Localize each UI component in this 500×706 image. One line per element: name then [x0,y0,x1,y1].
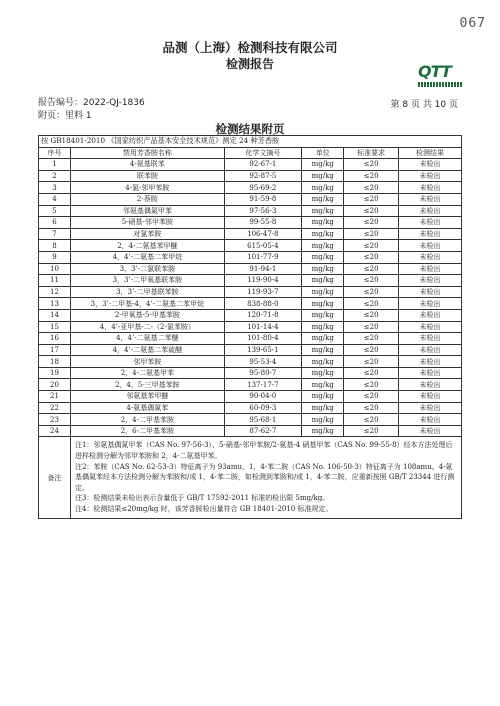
standard-requirement: ≤20 [344,391,399,403]
test-result: 未检出 [399,193,462,205]
section-title: 检测结果附页 [215,122,285,136]
results-table [38,135,462,519]
unit: mg/kg [302,205,344,217]
unit: mg/kg [302,344,344,356]
cas-number: 95-53-4 [224,356,301,368]
amine-name: 3，3’-二甲基联苯胺 [70,286,224,298]
table-row [39,251,462,263]
table-row [39,414,462,426]
row-no: 2 [39,170,71,182]
test-result: 未检出 [399,344,462,356]
amine-name: 3，3’-二氯联苯胺 [70,263,224,275]
amine-name: 4，4’-二氨基二苯甲烷 [70,251,224,263]
test-result: 未检出 [399,414,462,426]
amine-name: 3，3’-二甲氧基联苯胺 [70,275,224,287]
table-row [39,263,462,275]
page-info: 第 8 页 共 10 页 [390,100,458,110]
row-no: 9 [39,251,71,263]
amine-name: 2，4-二氨基苯甲醚 [70,240,224,252]
unit: mg/kg [302,298,344,310]
test-result: 未检出 [399,425,462,437]
row-no: 24 [39,425,71,437]
table-row [39,356,462,368]
unit: mg/kg [302,356,344,368]
cas-number: 838-88-0 [224,298,301,310]
cas-number: 97-56-3 [224,205,301,217]
amine-name: 4-氨基偶氮苯 [70,402,224,414]
unit: mg/kg [302,425,344,437]
header-row [39,147,462,159]
test-result: 未检出 [399,205,462,217]
cas-number: 87-62-7 [224,425,301,437]
header-result: 检测结果 [399,147,462,159]
table-row [39,367,462,379]
amine-name: 5-硝基-邻甲苯胺 [70,217,224,229]
unit: mg/kg [302,251,344,263]
unit: mg/kg [302,333,344,345]
standard-requirement: ≤20 [344,228,399,240]
standard-requirement: ≤20 [344,333,399,345]
amine-name: 2-萘胺 [70,193,224,205]
logo-barcode-decoration [418,82,462,87]
row-no: 10 [39,263,71,275]
standard-requirement: ≤20 [344,367,399,379]
test-result: 未检出 [399,309,462,321]
row-no: 1 [39,159,71,171]
cas-number: 91-59-8 [224,193,301,205]
cas-number: 119-90-4 [224,275,301,287]
cas-number: 120-71-8 [224,309,301,321]
cas-number: 95-68-1 [224,414,301,426]
cas-number: 139-65-1 [224,344,301,356]
unit: mg/kg [302,309,344,321]
unit: mg/kg [302,193,344,205]
test-result: 未检出 [399,228,462,240]
amine-name: 邻氨基苯甲醚 [70,391,224,403]
table-row [39,333,462,345]
standard-requirement: ≤20 [344,275,399,287]
cas-number: 137-17-7 [224,379,301,391]
row-no: 16 [39,333,71,345]
table-row [39,321,462,333]
cas-number: 91-94-1 [224,263,301,275]
table-row [39,159,462,171]
notes-label: 备注 [39,437,71,518]
logo-text: QTT [418,62,451,81]
unit: mg/kg [302,391,344,403]
standard-requirement: ≤20 [344,240,399,252]
table-row [39,170,462,182]
unit: mg/kg [302,240,344,252]
row-no: 12 [39,286,71,298]
standard-requirement: ≤20 [344,298,399,310]
header-requirement: 标准要求 [344,147,399,159]
cas-number: 99-55-8 [224,217,301,229]
test-result: 未检出 [399,367,462,379]
row-no: 19 [39,367,71,379]
row-no: 17 [39,344,71,356]
row-no: 23 [39,414,71,426]
unit: mg/kg [302,170,344,182]
note-item: 注4：检测结果≤20mg/kg 时，该芳香胺检出量符合 GB 18401-2010 标准规定。 [74,505,333,513]
standard-requirement: ≤20 [344,379,399,391]
test-result: 未检出 [399,275,462,287]
standard-requirement: ≤20 [344,321,399,333]
test-result: 未检出 [399,263,462,275]
unit: mg/kg [302,321,344,333]
cas-number: 95-80-7 [224,367,301,379]
unit: mg/kg [302,275,344,287]
standard-requirement: ≤20 [344,182,399,194]
unit: mg/kg [302,182,344,194]
standard-requirement: ≤20 [344,309,399,321]
amine-name: 4，4’-二氨基二苯醚 [70,333,224,345]
row-no: 14 [39,309,71,321]
row-no: 21 [39,391,71,403]
unit: mg/kg [302,217,344,229]
amine-name: 对氯苯胺 [70,228,224,240]
cas-number: 101-14-4 [224,321,301,333]
amine-name: 4-氨基联苯 [70,159,224,171]
test-result: 未检出 [399,159,462,171]
unit: mg/kg [302,414,344,426]
row-no: 7 [39,228,71,240]
report-meta [38,97,145,123]
note-item: 注3：检测结果未检出表示含量低于 GB/T 17592-2011 标准的检出限 5mg/kg。 [74,494,330,503]
test-result: 未检出 [399,240,462,252]
cas-number: 92-67-1 [224,159,301,171]
attached-page-label: 附页：里料 1 [38,111,92,121]
amine-name: 邻甲苯胺 [70,356,224,368]
test-result: 未检出 [399,182,462,194]
page-stamp-number: 067 [459,16,486,31]
standard-requirement: ≤20 [344,205,399,217]
test-result: 未检出 [399,298,462,310]
test-result: 未检出 [399,286,462,298]
unit: mg/kg [302,228,344,240]
note-item: 注1：邻氨基偶氮甲苯（CAS No. 97-56-3）、5-硝基-邻甲苯胺/2-氨基-4 硝基甲苯（CAS No. 99-55-8）经本方法处理后进样检测分解为邻甲苯胺和 2，4-二氨基甲苯。 [74,441,453,461]
unit: mg/kg [302,367,344,379]
row-no: 13 [39,298,71,310]
unit: mg/kg [302,379,344,391]
cas-number: 101-80-4 [224,333,301,345]
standard-requirement: ≤20 [344,170,399,182]
unit: mg/kg [302,402,344,414]
test-result: 未检出 [399,402,462,414]
test-result: 未检出 [399,356,462,368]
table-row [39,182,462,194]
test-result: 未检出 [399,170,462,182]
amine-name: 邻氨基偶氮甲苯 [70,205,224,217]
amine-name: 4-氯-邻甲苯胺 [70,182,224,194]
cas-number: 95-69-2 [224,182,301,194]
row-no: 4 [39,193,71,205]
table-row [39,286,462,298]
cas-number: 615-05-4 [224,240,301,252]
standard-requirement: ≤20 [344,159,399,171]
table-row [39,275,462,287]
table-row [39,228,462,240]
amine-name: 3，3’-二甲基-4，4’-二氨基二苯甲烷 [70,298,224,310]
amine-name: 4，4’-二氨基二苯硫醚 [70,344,224,356]
amine-name: 2，4-二甲基苯胺 [70,414,224,426]
unit: mg/kg [302,263,344,275]
cas-number: 119-93-7 [224,286,301,298]
amine-name: 4，4’-亚甲基-二-（2-氯苯胺） [70,321,224,333]
amine-name: 2，6-二甲基苯胺 [70,425,224,437]
row-no: 5 [39,205,71,217]
report-title: 检测报告 [225,57,274,71]
report-number: 报告编号：2022-QJ-1836 [38,98,145,108]
header-no: 序号 [39,147,71,159]
table-row [39,379,462,391]
table-row [39,391,462,403]
test-result: 未检出 [399,333,462,345]
table-row [39,240,462,252]
amine-name: 2，4，5-三甲基苯胺 [70,379,224,391]
row-no: 8 [39,240,71,252]
row-no: 6 [39,217,71,229]
table-row [39,298,462,310]
company-name: 品测（上海）检测科技有限公司 [162,40,338,55]
test-result: 未检出 [399,391,462,403]
standard-requirement: ≤20 [344,356,399,368]
test-result: 未检出 [399,251,462,263]
row-no: 18 [39,356,71,368]
table-row [39,217,462,229]
standard-requirement: ≤20 [344,286,399,298]
note-item: 注2：苯胺（CAS No. 62-53-3）特征离子为 93amu，1，4-苯二胺（CAS No. 106-50-3）特征离子为 108amu。4-氨基偶氮苯经本方法检测分解为苯胺和/或 1，4-苯二胺，如检测到苯胺和/或 1，4-苯二胺，应重新按照 GB/T 23344 进行测定。 [74,462,455,492]
cas-number: 90-04-0 [224,391,301,403]
notes-row [39,437,462,518]
standard-requirement: ≤20 [344,425,399,437]
test-result: 未检出 [399,379,462,391]
standard-requirement: ≤20 [344,193,399,205]
table-row [39,205,462,217]
test-result: 未检出 [399,217,462,229]
amine-name: 2，4-二氨基甲苯 [70,367,224,379]
amine-name: 2-甲氧基-5-甲基苯胺 [70,309,224,321]
standard-requirement: ≤20 [344,402,399,414]
standard-requirement: ≤20 [344,251,399,263]
notes-content [70,437,461,518]
amine-name: 联苯胺 [70,170,224,182]
cas-number: 92-87-5 [224,170,301,182]
cas-number: 106-47-8 [224,228,301,240]
standard-requirement: ≤20 [344,263,399,275]
cas-number: 101-77-9 [224,251,301,263]
standard-requirement: ≤20 [344,217,399,229]
row-no: 11 [39,275,71,287]
test-result: 未检出 [399,321,462,333]
row-no: 15 [39,321,71,333]
cas-number: 60-09-3 [224,402,301,414]
table-row [39,402,462,414]
row-no: 22 [39,402,71,414]
unit: mg/kg [302,286,344,298]
header-name: 禁用芳香胺名称 [70,147,224,159]
row-no: 3 [39,182,71,194]
table-row [39,309,462,321]
header-cas: 化学文摘号 [224,147,301,159]
table-row [39,344,462,356]
header-unit: 单位 [302,147,344,159]
table-row [39,193,462,205]
table-row [39,425,462,437]
standard-requirement: ≤20 [344,344,399,356]
unit: mg/kg [302,159,344,171]
standard-requirement: ≤20 [344,414,399,426]
company-logo [418,62,462,88]
row-no: 20 [39,379,71,391]
scope-row [39,136,462,148]
scope-text: 按 GB18401-2010 《国家纺织产品基本安全技术规范》测定 24 种芳香胺 [39,136,462,148]
